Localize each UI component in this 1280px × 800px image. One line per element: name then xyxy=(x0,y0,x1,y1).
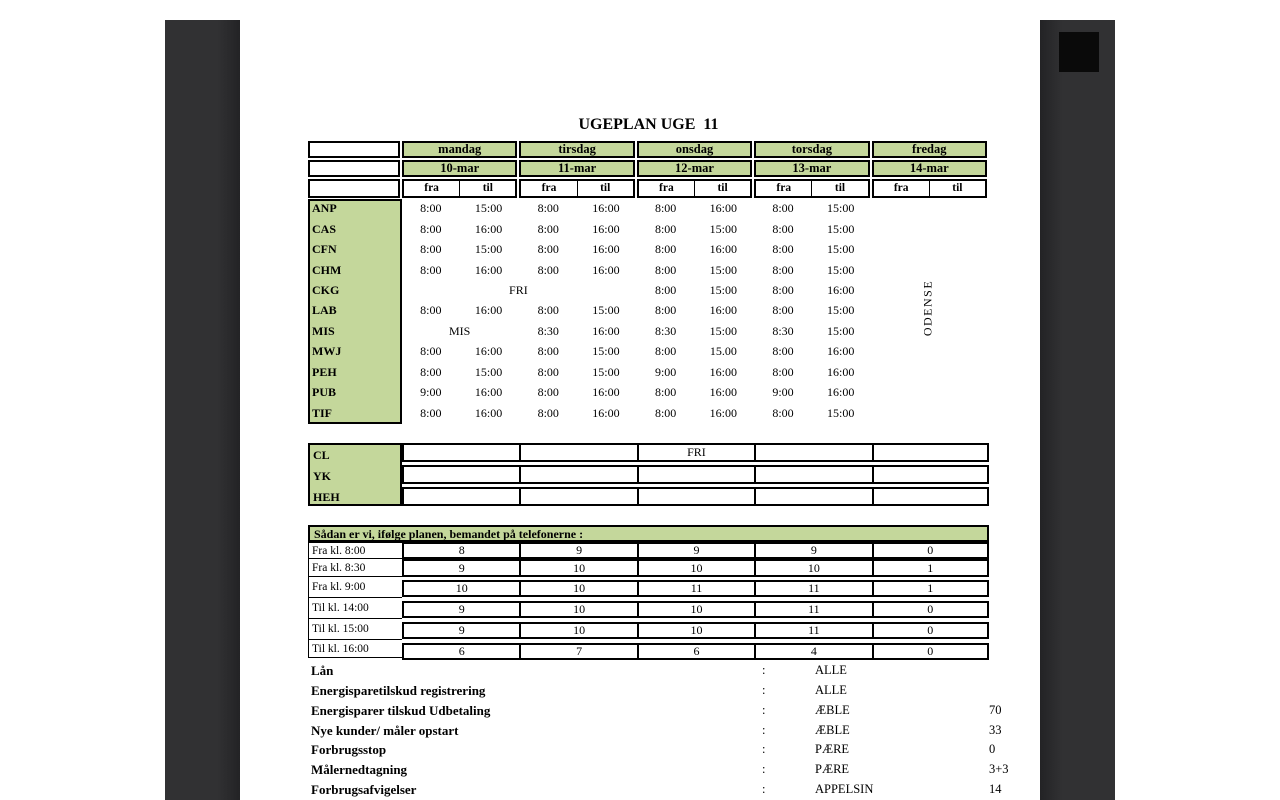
til-time: 15:00 xyxy=(709,323,737,338)
task-separator: : xyxy=(762,742,766,757)
task-row xyxy=(308,760,1009,780)
header-corner-cell xyxy=(308,141,400,158)
staffing-row xyxy=(402,580,989,597)
til-header: til xyxy=(482,182,493,194)
task-separator: : xyxy=(762,762,766,777)
til-time: 16:00 xyxy=(827,344,855,359)
week-table-row xyxy=(308,342,989,362)
til-time: 16:00 xyxy=(709,242,737,257)
staffing-count-cell: 0 xyxy=(927,623,934,637)
staffing-count-cell: 9 xyxy=(756,544,873,557)
staffing-row xyxy=(402,601,989,618)
task-assignee: ÆBLE xyxy=(815,722,850,737)
fra-header: fra xyxy=(874,181,930,196)
fra-til-header-cell xyxy=(754,179,869,198)
fra-time: 8:00 xyxy=(537,385,559,400)
staffing-count-cell: 11 xyxy=(756,582,873,595)
time-cell xyxy=(754,344,869,359)
til-time: 15:00 xyxy=(827,262,855,277)
time-cell xyxy=(519,365,634,380)
til-time: 16:00 xyxy=(474,303,503,318)
til-time: 15:00 xyxy=(709,282,738,297)
task-assignee: PÆRE xyxy=(815,742,850,757)
fra-time: 8:00 xyxy=(420,242,442,257)
fra-time: 8:00 xyxy=(654,344,677,359)
til-time: 16:00 xyxy=(474,221,503,236)
header-corner-cell xyxy=(308,179,400,198)
staffing-count-cell: 10 xyxy=(521,561,638,575)
til-time: 16:00 xyxy=(592,242,620,257)
fra-time: 8:00 xyxy=(537,201,559,216)
time-cell xyxy=(402,242,517,257)
staffing-count-cell: 9 xyxy=(639,544,756,557)
person-initials: CAS xyxy=(312,221,337,236)
staffing-row xyxy=(402,542,989,559)
task-separator: : xyxy=(762,663,766,677)
til-header: til xyxy=(952,182,963,194)
time-cell xyxy=(637,344,752,359)
time-cell xyxy=(637,406,752,421)
til-time: 16:00 xyxy=(592,405,620,420)
time-cell xyxy=(754,222,869,237)
task-count: 33 xyxy=(989,722,1002,737)
til-time: 15:00 xyxy=(827,242,855,257)
fra-til-header-cell xyxy=(637,179,752,198)
date-header-cell: 10-mar xyxy=(402,160,517,177)
extra-staff-table xyxy=(308,443,989,506)
time-cell xyxy=(402,263,517,278)
staffing-count-cell: 0 xyxy=(927,543,934,557)
fra-time: 8:00 xyxy=(420,303,442,318)
extra-table-cell xyxy=(756,467,873,482)
fra-til-header-cell xyxy=(519,179,634,198)
header-corner-cell xyxy=(308,160,400,177)
document-page xyxy=(240,20,1040,800)
fra-time: 8:00 xyxy=(420,201,442,216)
fra-time: 8:00 xyxy=(772,221,794,236)
task-label: Nye kunder/ måler opstart xyxy=(311,722,459,738)
extra-table-cell xyxy=(756,489,873,504)
time-cell xyxy=(519,222,634,237)
week-plan-table xyxy=(308,141,989,423)
til-time: 16:00 xyxy=(827,282,855,297)
fra-time: 8:00 xyxy=(537,344,559,359)
task-row xyxy=(308,681,989,701)
time-cell xyxy=(402,201,517,216)
task-separator: : xyxy=(762,782,766,797)
til-header: til xyxy=(717,182,728,194)
extra-table-row xyxy=(402,487,989,506)
task-assignee: ÆBLE xyxy=(815,702,850,717)
task-assignee: ALLE xyxy=(815,682,847,697)
fra-time: 9:00 xyxy=(772,385,794,400)
task-row xyxy=(308,740,996,760)
fra-time: 8:00 xyxy=(420,262,442,277)
til-time: 16:00 xyxy=(827,385,855,400)
time-cell xyxy=(754,324,869,339)
date-header-cell: 11-mar xyxy=(519,160,634,177)
task-row xyxy=(308,701,1002,721)
extra-table-cell xyxy=(404,489,521,504)
task-assignee: APPELSIN xyxy=(815,782,874,797)
time-cell xyxy=(519,406,634,421)
date-header-cell: 14-mar xyxy=(872,160,987,177)
staffing-count-cell: 0 xyxy=(927,602,934,616)
week-table-row xyxy=(308,321,989,341)
fra-time: 8:00 xyxy=(772,303,794,318)
task-count xyxy=(989,661,990,681)
person-initials: LAB xyxy=(312,303,337,318)
fra-time: 8:30 xyxy=(654,323,677,338)
time-cell xyxy=(519,385,634,400)
fra-time: 8:00 xyxy=(772,242,794,257)
task-count: 14 xyxy=(989,782,1002,797)
page-thumbnail-square xyxy=(1059,32,1099,72)
time-cell xyxy=(754,263,869,278)
fra-til-header-cell xyxy=(402,179,517,198)
extra-initials-column xyxy=(308,443,402,506)
fra-time: 8:00 xyxy=(420,221,442,236)
extra-table-cell xyxy=(639,467,756,482)
week-table-subheader-row xyxy=(308,179,989,198)
fra-time: 8:00 xyxy=(537,303,559,318)
person-initials: HEH xyxy=(313,490,340,504)
staffing-count-cell: 10 xyxy=(639,624,756,637)
extra-table-cell xyxy=(404,467,521,482)
day-header-cell: onsdag xyxy=(637,141,752,158)
staffing-time-label: Fra kl. 9:00 xyxy=(308,577,402,598)
til-time: 15:00 xyxy=(827,201,855,216)
task-row xyxy=(308,721,1002,741)
fra-time: 8:00 xyxy=(537,242,559,257)
time-cell xyxy=(637,222,752,237)
person-initials: ANP xyxy=(312,201,337,216)
time-cell xyxy=(637,283,752,298)
task-assignee: ALLE xyxy=(815,663,847,677)
task-label: Målernedtagning xyxy=(311,762,408,778)
week-table-body xyxy=(308,199,989,424)
fra-time: 8:00 xyxy=(537,364,559,379)
til-time: 16:00 xyxy=(592,201,620,216)
person-initials: PUB xyxy=(312,385,336,400)
fra-time: 8:00 xyxy=(772,344,794,359)
staffing-count-cell: 9 xyxy=(404,624,521,637)
extra-table-cell xyxy=(756,445,873,460)
time-cell xyxy=(637,263,752,278)
fra-header: fra xyxy=(404,181,460,196)
task-label: Forbrugsafvigelser xyxy=(311,782,417,798)
extra-table-cell xyxy=(874,489,987,504)
time-cell xyxy=(754,242,869,257)
phone-staffing-table xyxy=(308,525,989,658)
staffing-time-label: Til kl. 14:00 xyxy=(308,598,402,619)
staffing-count-cell: 6 xyxy=(404,645,521,658)
staffing-count-cell: 1 xyxy=(927,581,934,595)
time-cell xyxy=(754,303,869,318)
til-time: 16:00 xyxy=(709,364,737,379)
fra-time: 8:00 xyxy=(420,364,442,379)
week-table-row xyxy=(308,280,989,300)
fra-time: 8:00 xyxy=(537,221,559,236)
staffing-count-cell: 9 xyxy=(404,561,521,575)
task-count: 0 xyxy=(989,742,996,757)
til-time: 16:00 xyxy=(709,405,737,420)
time-cell xyxy=(754,385,869,400)
til-time: 15:00 xyxy=(827,303,855,318)
til-time: 16:00 xyxy=(827,364,855,379)
til-time: 15:00 xyxy=(709,221,737,236)
viewer-background-right xyxy=(1040,20,1115,800)
task-count xyxy=(989,681,990,701)
til-time: 16:00 xyxy=(474,405,503,420)
til-time: 16:00 xyxy=(592,221,620,236)
fra-time: 8:00 xyxy=(537,405,559,420)
day-header-cell: torsdag xyxy=(754,141,869,158)
til-time: 16:00 xyxy=(592,262,620,277)
staffing-time-label: Til kl. 15:00 xyxy=(308,619,402,640)
fra-time: 8:00 xyxy=(654,201,677,216)
staffing-count-cell: 10 xyxy=(756,561,873,575)
fra-time: 8:00 xyxy=(654,221,677,236)
til-time: 16:00 xyxy=(592,323,620,338)
fra-time: 8:30 xyxy=(772,323,794,338)
task-row xyxy=(308,780,1002,800)
staffing-row xyxy=(402,643,989,660)
task-assignee: PÆRE xyxy=(815,762,850,777)
time-cell xyxy=(519,344,634,359)
time-cell xyxy=(402,385,517,400)
til-time: 15.00 xyxy=(709,344,737,359)
time-cell xyxy=(519,263,634,278)
time-cell xyxy=(402,344,517,359)
extra-table-cell xyxy=(521,445,638,460)
extra-table-cell xyxy=(874,445,987,460)
staffing-time-label: Til kl. 16:00 xyxy=(308,640,402,658)
time-cell xyxy=(637,324,752,339)
task-separator: : xyxy=(762,682,766,697)
fredag-note: ODENSE xyxy=(920,279,935,337)
til-time: 15:00 xyxy=(709,262,737,277)
time-cell xyxy=(402,222,517,237)
time-cell xyxy=(519,303,634,318)
time-cell xyxy=(519,201,634,216)
til-time: 15:00 xyxy=(474,364,503,379)
time-cell xyxy=(754,365,869,380)
fra-time: 8:00 xyxy=(772,405,794,420)
viewer-background-left xyxy=(165,20,240,800)
staffing-count-cell: 8 xyxy=(404,544,521,557)
staffing-time-label: Fra kl. 8:30 xyxy=(308,559,402,577)
week-table-row xyxy=(308,239,989,259)
person-initials: PEH xyxy=(312,364,337,379)
til-time: 15:00 xyxy=(592,303,620,318)
time-cell xyxy=(519,242,634,257)
staffing-count-cell: 4 xyxy=(756,645,873,658)
week-table-row xyxy=(308,301,989,321)
fra-time: 8:00 xyxy=(654,242,677,257)
staffing-count-cell: 11 xyxy=(756,603,873,616)
fra-time: 8:00 xyxy=(654,282,677,297)
fra-time: 8:00 xyxy=(537,262,559,277)
day-header-cell: mandag xyxy=(402,141,517,158)
fra-time: 8:00 xyxy=(654,405,677,420)
week-table-row xyxy=(308,382,989,402)
staffing-count-cell: 11 xyxy=(756,624,873,637)
til-time: 15:00 xyxy=(592,364,620,379)
fra-time: 8:00 xyxy=(420,405,442,420)
fra-header: fra xyxy=(639,181,695,196)
person-initials: CHM xyxy=(312,262,342,277)
staffing-count-cell: 11 xyxy=(639,582,756,595)
week-table-row xyxy=(308,219,989,239)
til-time: 16:00 xyxy=(709,201,737,216)
person-initials: CKG xyxy=(312,282,340,297)
extra-table-cell xyxy=(521,467,638,482)
time-cell xyxy=(754,406,869,421)
time-cell xyxy=(637,242,752,257)
page-title: UGEPLAN UGE 11 xyxy=(578,116,719,133)
person-initials: TIF xyxy=(312,405,333,420)
week-table-row xyxy=(308,199,989,219)
extra-table-row xyxy=(402,465,989,484)
til-header: til xyxy=(834,182,846,194)
person-initials: YK xyxy=(313,469,331,483)
staffing-title: Sådan er vi, ifølge planen, bemandet på telefonerne : xyxy=(308,525,989,542)
task-row xyxy=(308,661,989,681)
time-cell xyxy=(637,303,752,318)
fra-time: 9:00 xyxy=(420,385,442,400)
staffing-count-cell: 10 xyxy=(521,603,638,616)
task-separator: : xyxy=(762,722,766,737)
date-header-cell: 12-mar xyxy=(637,160,752,177)
til-time: 16:00 xyxy=(474,262,503,277)
staffing-count-cell: 9 xyxy=(521,544,638,557)
til-time: 16:00 xyxy=(474,344,503,359)
time-cell xyxy=(519,324,634,339)
til-time: 15:00 xyxy=(592,344,620,359)
staffing-count-cell: 10 xyxy=(639,603,756,616)
task-count: 70 xyxy=(989,702,1002,717)
staffing-labels xyxy=(308,542,402,658)
person-initials: CL xyxy=(313,448,330,462)
staffing-count-cell: 10 xyxy=(521,624,638,637)
til-time: 15:00 xyxy=(474,201,503,216)
time-cell xyxy=(402,406,517,421)
day-header-cell: tirsdag xyxy=(519,141,634,158)
merged-note-cell: MIS xyxy=(449,323,471,338)
task-label: Lån xyxy=(311,663,334,678)
merged-note-cell: FRI xyxy=(509,282,528,297)
staffing-count-cell: 1 xyxy=(927,560,934,575)
staffing-count-cell: 0 xyxy=(927,644,934,658)
staffing-row xyxy=(402,559,989,577)
fra-time: 8:00 xyxy=(420,344,442,359)
til-header: til xyxy=(600,182,611,194)
task-list xyxy=(308,661,1009,800)
time-cell xyxy=(402,303,517,318)
week-table-header xyxy=(308,141,989,198)
time-cell xyxy=(754,283,869,298)
fra-header: fra xyxy=(756,181,812,196)
person-initials: MWJ xyxy=(312,344,342,359)
fra-time: 9:00 xyxy=(654,364,677,379)
task-label: Energisparer tilskud Udbetaling xyxy=(311,702,491,718)
fra-time: 8:00 xyxy=(772,201,794,216)
til-time: 15:00 xyxy=(827,405,855,420)
date-header-cell: 13-mar xyxy=(754,160,869,177)
task-separator: : xyxy=(762,702,766,717)
fra-time: 8:00 xyxy=(772,364,794,379)
fra-time: 8:00 xyxy=(654,385,677,400)
task-label: Energisparetilskud registrering xyxy=(311,682,486,698)
staffing-count-cell: 9 xyxy=(404,603,521,616)
extra-table-cell xyxy=(404,445,521,460)
til-time: 15:00 xyxy=(827,323,855,338)
fra-til-header-cell xyxy=(872,179,987,198)
time-cell xyxy=(637,201,752,216)
person-initials: CFN xyxy=(312,242,337,257)
staffing-time-label: Fra kl. 8:00 xyxy=(308,542,402,559)
day-header-cell: fredag xyxy=(872,141,987,158)
task-label: Forbrugsstop xyxy=(311,742,387,758)
time-cell xyxy=(637,365,752,380)
person-initials: MIS xyxy=(312,323,335,338)
fra-time: 8:00 xyxy=(772,282,794,297)
til-time: 16:00 xyxy=(709,303,737,318)
week-table-header-row xyxy=(308,141,989,158)
til-time: 16:00 xyxy=(709,385,737,400)
fra-time: 8:00 xyxy=(772,262,794,277)
staffing-count-cell: 10 xyxy=(404,582,521,595)
extra-table-cell xyxy=(639,489,756,504)
fra-header: fra xyxy=(521,181,577,196)
time-cell xyxy=(402,365,517,380)
staffing-count-cell: 6 xyxy=(639,645,756,658)
fra-time: 8:30 xyxy=(537,323,559,338)
staffing-count-cell: 10 xyxy=(639,561,756,575)
extra-table-cell xyxy=(521,489,638,504)
fra-time: 8:00 xyxy=(654,303,677,318)
week-table-row xyxy=(308,403,989,423)
extra-table-cell xyxy=(874,467,987,482)
task-count: 3+3 xyxy=(989,762,1009,777)
til-time: 15:00 xyxy=(827,221,855,236)
fra-time: 8:00 xyxy=(654,262,677,277)
week-table-row xyxy=(308,362,989,382)
til-time: 15:00 xyxy=(474,242,503,257)
til-time: 16:00 xyxy=(474,385,503,400)
time-cell xyxy=(637,385,752,400)
staffing-row xyxy=(402,622,989,639)
til-time: 16:00 xyxy=(592,385,620,400)
staffing-count-cell: 7 xyxy=(521,645,638,658)
extra-table-cell: FRI xyxy=(639,445,756,460)
week-table-row xyxy=(308,260,989,280)
staffing-count-cell: 10 xyxy=(521,582,638,595)
week-table-header-row xyxy=(308,160,989,177)
time-cell xyxy=(754,201,869,216)
extra-table-row xyxy=(402,443,989,462)
